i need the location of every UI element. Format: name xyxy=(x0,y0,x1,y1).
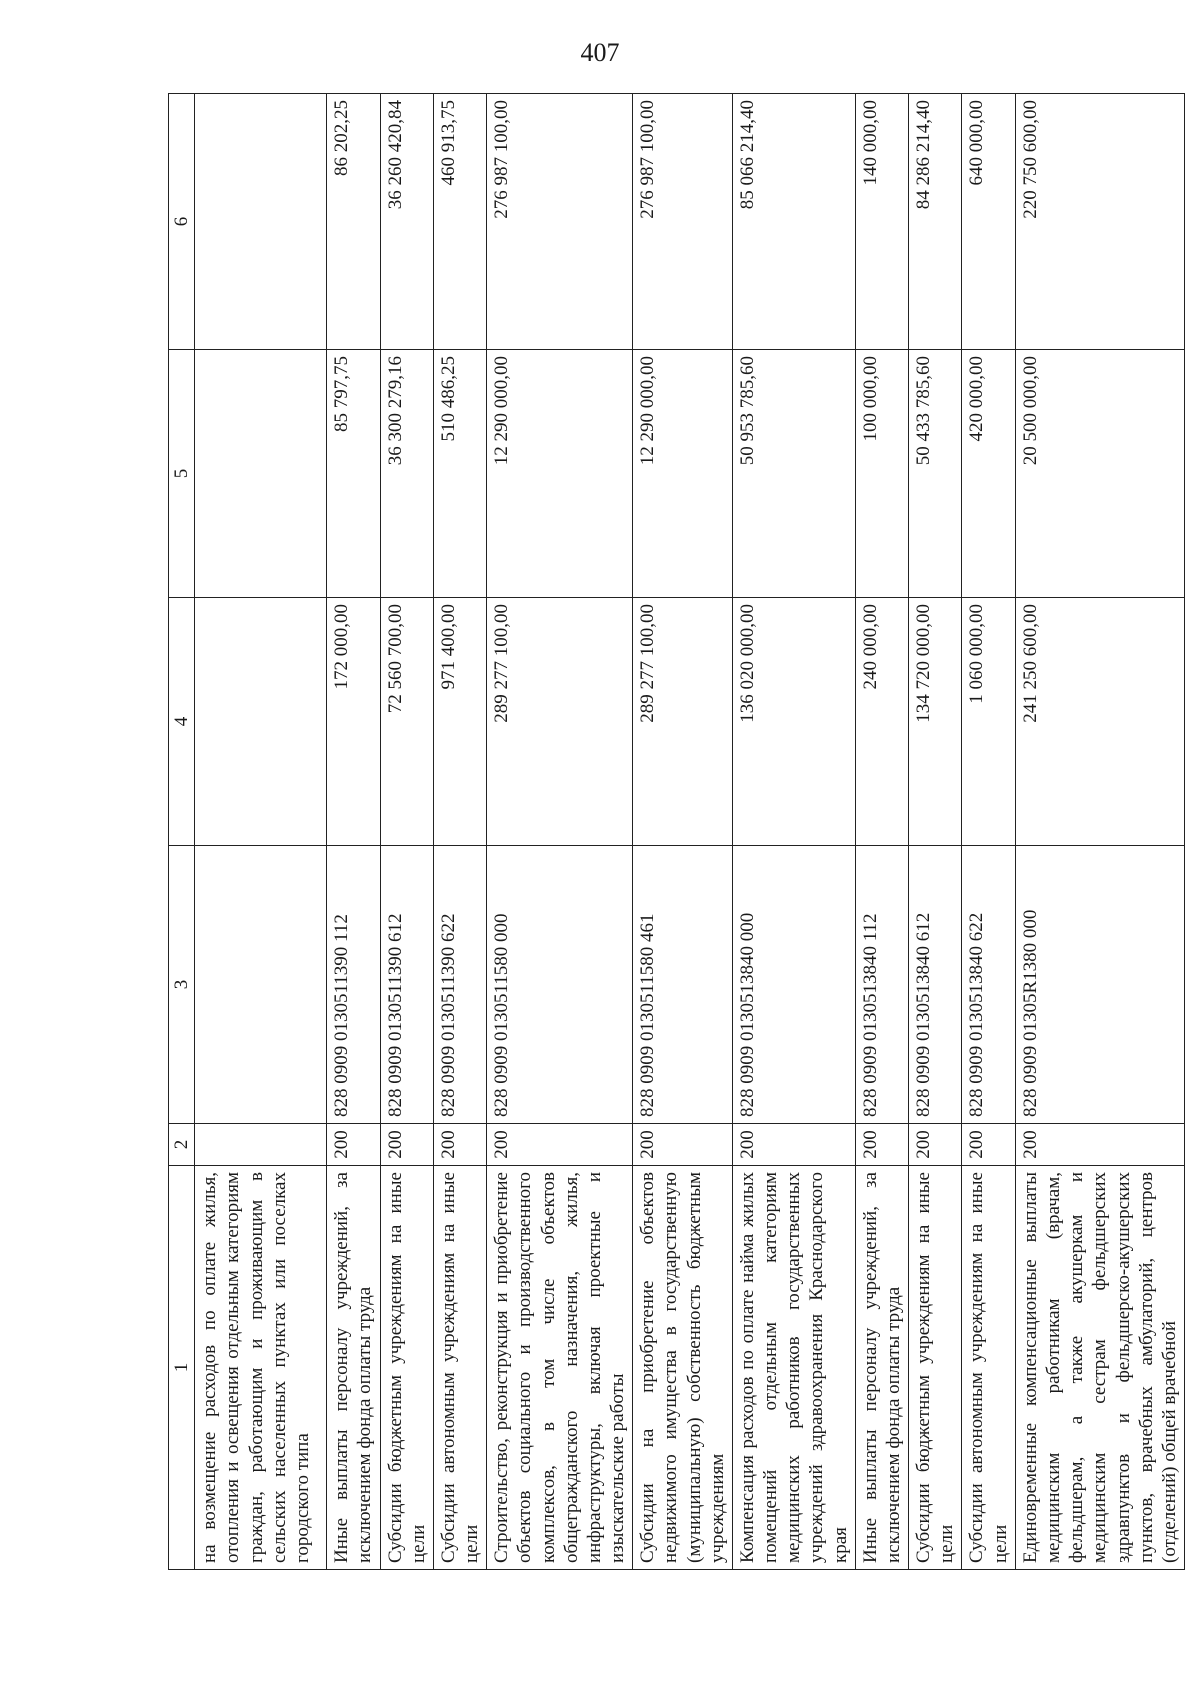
row-budget-code: 828 0909 0130513840 000 xyxy=(732,846,855,1124)
row-amount-col6: 85 066 214,40 xyxy=(732,94,855,350)
table-header-row xyxy=(169,94,195,1570)
row-col2-value: 200 xyxy=(962,1124,1015,1166)
row-col2-value: 200 xyxy=(855,1124,908,1166)
row-amount-col4: 172 000,00 xyxy=(327,598,380,846)
row-description: Субсидии бюджетным учреждениям на иные цели xyxy=(909,1166,962,1570)
column-header: 1 xyxy=(169,1166,195,1570)
column-header: 2 xyxy=(169,1124,195,1166)
row-amount-col6: 276 987 100,00 xyxy=(487,94,633,350)
table-row xyxy=(433,94,486,1570)
column-header: 6 xyxy=(169,94,195,350)
table-row xyxy=(909,94,962,1570)
budget-table xyxy=(168,93,1185,1570)
row-amount-col5: 50 433 785,60 xyxy=(909,350,962,598)
page-number: 407 xyxy=(580,38,620,67)
row-amount-col5: 85 797,75 xyxy=(327,350,380,598)
row-amount-col6: 276 987 100,00 xyxy=(633,94,733,350)
table-row xyxy=(732,94,855,1570)
table-row xyxy=(962,94,1015,1570)
row-amount-col5: 20 500 000,00 xyxy=(1015,350,1184,598)
row-amount-col6: 86 202,25 xyxy=(327,94,380,350)
row-amount-col4: 72 560 700,00 xyxy=(380,598,433,846)
column-header: 3 xyxy=(169,846,195,1124)
row-amount-col4: 240 000,00 xyxy=(855,598,908,846)
row-col2-value: 200 xyxy=(327,1124,380,1166)
row-amount-col4 xyxy=(195,598,327,846)
row-amount-col5: 12 290 000,00 xyxy=(487,350,633,598)
budget-table-container xyxy=(168,94,1180,1570)
table-row xyxy=(487,94,633,1570)
row-description: Строительство, реконструкция и приобретение объектов социального и производственного комплексов, в том числе объектов общегражданского назначения, жилья, инфраструктуры, включая проектные и изыскательские работы xyxy=(487,1166,633,1570)
row-col2-value: 200 xyxy=(633,1124,733,1166)
row-col2-value xyxy=(195,1124,327,1166)
row-amount-col6: 460 913,75 xyxy=(433,94,486,350)
row-budget-code: 828 0909 0130513840 622 xyxy=(962,846,1015,1124)
row-amount-col6: 220 750 600,00 xyxy=(1015,94,1184,350)
row-amount-col6: 140 000,00 xyxy=(855,94,908,350)
row-amount-col4: 971 400,00 xyxy=(433,598,486,846)
row-amount-col5: 50 953 785,60 xyxy=(732,350,855,598)
row-amount-col5: 100 000,00 xyxy=(855,350,908,598)
row-description: Единовременные компенсационные выплаты медицинским работникам (врачам, фельдшерам, а также акушеркам и медицинским сестрам фельдшерских здравпунктов и фельдшерско-акушерских пунктов, врачебных амбулаторий, центров (отделений) общей врачебной xyxy=(1015,1166,1184,1570)
table-row xyxy=(1015,94,1184,1570)
row-description: Субсидии автономным учреждениям на иные цели xyxy=(433,1166,486,1570)
row-amount-col4: 136 020 000,00 xyxy=(732,598,855,846)
row-description: Компенсация расходов по оплате найма жилых помещений отдельным категориям медицинских работников государственных учреждений здравоохранения Краснодарского края xyxy=(732,1166,855,1570)
column-header: 4 xyxy=(169,598,195,846)
row-budget-code: 828 0909 0130511580 461 xyxy=(633,846,733,1124)
row-col2-value: 200 xyxy=(909,1124,962,1166)
row-budget-code: 828 0909 0130511580 000 xyxy=(487,846,633,1124)
row-col2-value: 200 xyxy=(487,1124,633,1166)
row-amount-col5: 12 290 000,00 xyxy=(633,350,733,598)
row-description: на возмещение расходов по оплате жилья, отопления и освещения отдельным категориям граждан, работающим и проживающим в сельских населенных пунктах или поселках городского типа xyxy=(195,1166,327,1570)
row-amount-col5 xyxy=(195,350,327,598)
table-row xyxy=(195,94,327,1570)
row-amount-col4: 134 720 000,00 xyxy=(909,598,962,846)
row-amount-col4: 289 277 100,00 xyxy=(633,598,733,846)
row-budget-code: 828 0909 0130513840 612 xyxy=(909,846,962,1124)
row-budget-code: 828 0909 0130511390 612 xyxy=(380,846,433,1124)
row-col2-value: 200 xyxy=(433,1124,486,1166)
row-description: Иные выплаты персоналу учреждений, за исключением фонда оплаты труда xyxy=(327,1166,380,1570)
row-amount-col4: 241 250 600,00 xyxy=(1015,598,1184,846)
row-amount-col5: 36 300 279,16 xyxy=(380,350,433,598)
row-amount-col6: 640 000,00 xyxy=(962,94,1015,350)
row-amount-col4: 289 277 100,00 xyxy=(487,598,633,846)
row-amount-col6: 84 286 214,40 xyxy=(909,94,962,350)
table-row xyxy=(380,94,433,1570)
row-amount-col4: 1 060 000,00 xyxy=(962,598,1015,846)
row-col2-value: 200 xyxy=(1015,1124,1184,1166)
row-description: Субсидии автономным учреждениям на иные цели xyxy=(962,1166,1015,1570)
table-row xyxy=(855,94,908,1570)
row-budget-code: 828 0909 0130511390 622 xyxy=(433,846,486,1124)
row-description: Субсидии бюджетным учреждениям на иные цели xyxy=(380,1166,433,1570)
row-amount-col5: 420 000,00 xyxy=(962,350,1015,598)
table-row xyxy=(633,94,733,1570)
row-budget-code: 828 0909 0130513840 112 xyxy=(855,846,908,1124)
row-amount-col6 xyxy=(195,94,327,350)
row-amount-col5: 510 486,25 xyxy=(433,350,486,598)
row-col2-value: 200 xyxy=(380,1124,433,1166)
row-col2-value: 200 xyxy=(732,1124,855,1166)
table-row xyxy=(327,94,380,1570)
column-header: 5 xyxy=(169,350,195,598)
row-description: Субсидии на приобретение объектов недвижимого имущества в государственную (муниципальную) собственность бюджетным учреждениям xyxy=(633,1166,733,1570)
row-budget-code: 828 0909 0130511390 112 xyxy=(327,846,380,1124)
row-budget-code xyxy=(195,846,327,1124)
table-body xyxy=(195,94,1185,1570)
row-budget-code: 828 0909 01305R1380 000 xyxy=(1015,846,1184,1124)
row-description: Иные выплаты персоналу учреждений, за исключением фонда оплаты труда xyxy=(855,1166,908,1570)
row-amount-col6: 36 260 420,84 xyxy=(380,94,433,350)
